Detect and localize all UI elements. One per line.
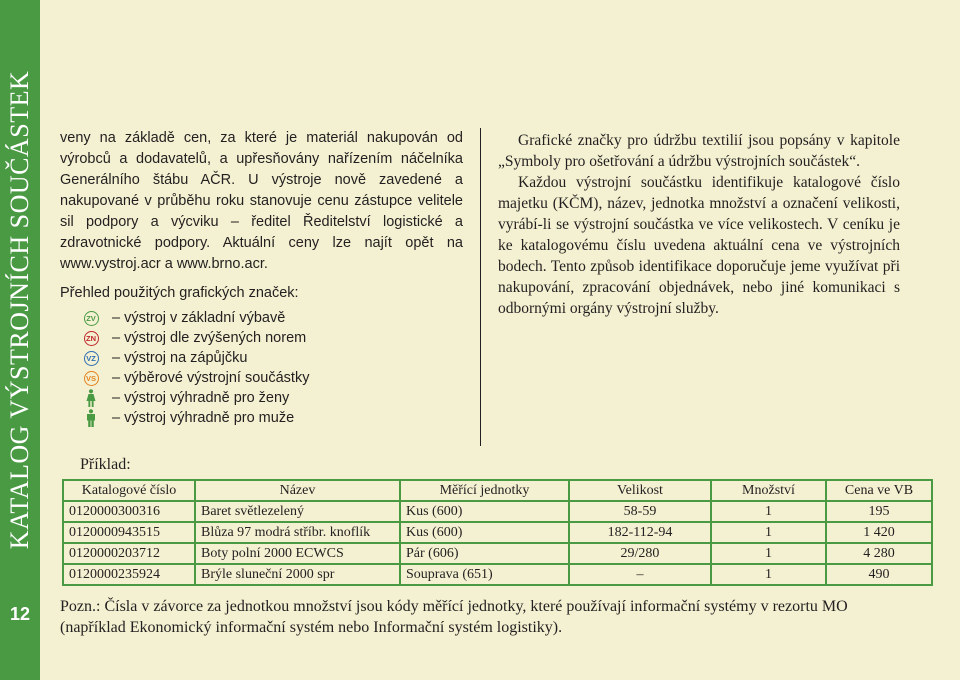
right-paragraph: Každou výstrojní součástku identifikuje katalogové číslo majetku (KČM), název, jednotka množství a označení velikosti, vyrábí-li se výstrojní součástka ve více velikostech. V ceníku je ke katalogovému číslu uvedena aktuální cena ve výstrojních bodech. Tento způsob identifikace doporučuje jeme využívat při nakupování, zpracování objednávek, nebo jiné komunikaci s odbornými orgány výstrojní služby. (498, 174, 900, 317)
table-cell: 0120000235924 (63, 564, 195, 585)
table-cell: 0120000300316 (63, 501, 195, 522)
table-cell: 58-59 (569, 501, 711, 522)
legend-item-zv (82, 308, 463, 328)
legend-item-vz (82, 348, 463, 368)
table-row (63, 522, 932, 543)
column-header: Velikost (569, 480, 711, 501)
zn-badge-icon (82, 329, 100, 347)
column-header: Katalogové číslo (63, 480, 195, 501)
table-cell: 0120000203712 (63, 543, 195, 564)
sidebar (0, 0, 40, 680)
legend-title: Přehled použitých grafických značek: (60, 285, 299, 301)
table-header-row (63, 480, 932, 501)
legend-item-men (82, 408, 463, 428)
legend-item-text: – výstroj v základní výbavě (112, 309, 286, 326)
table-cell: Souprava (651) (400, 564, 569, 585)
table-cell: 1 420 (826, 522, 932, 543)
vz-badge-icon (82, 349, 100, 367)
table-cell: Brýle sluneční 2000 spr (195, 564, 400, 585)
column-header: Množství (711, 480, 826, 501)
legend-item-text: – výstroj na zápůjčku (112, 349, 248, 366)
table-cell: 182-112-94 (569, 522, 711, 543)
page-number: 12 (9, 604, 31, 624)
table-row (63, 501, 932, 522)
legend-item-text: – výstroj výhradně pro ženy (112, 389, 290, 406)
table-cell: Kus (600) (400, 522, 569, 543)
vz-badge: VZ (84, 351, 99, 366)
table-cell: – (569, 564, 711, 585)
right-paragraph: Grafické značky pro údržbu textilií jsou popsány v kapitole „Symboly pro ošetřování a údržbu výstrojních součástek“. (498, 132, 900, 170)
table-cell: 29/280 (569, 543, 711, 564)
right-column (498, 130, 900, 319)
sidebar-title: KATALOG VÝSTROJNÍCH SOUČÁSTEK (5, 70, 34, 550)
zv-badge-icon (82, 309, 100, 327)
table-cell: Kus (600) (400, 501, 569, 522)
table-cell: 1 (711, 564, 826, 585)
table-cell: 195 (826, 501, 932, 522)
legend-list (60, 308, 463, 428)
example-label: Příklad: (80, 456, 131, 473)
table-cell: Blůza 97 modrá stříbr. knoflík (195, 522, 400, 543)
table-row (63, 564, 932, 585)
table-cell: 0120000943515 (63, 522, 195, 543)
table-cell: 1 (711, 543, 826, 564)
legend-item-zn (82, 328, 463, 348)
table-cell: 1 (711, 522, 826, 543)
example-table (62, 479, 933, 586)
column-divider (480, 128, 481, 446)
footnote: Pozn.: Čísla v závorce za jednotkou množství jsou kódy měřící jednotky, které používají informační systémy v rezortu MO (například Ekonomický informační systém nebo Informační systém logistiky). (60, 598, 848, 636)
man-figure-icon (82, 409, 100, 427)
intro-paragraph: veny na základě cen, za které je materiál nakupován od výrobců a dodavatelů, a upřesňovány nařízením náčelníka Generálního štábu AČR. U výstroje nově zavedené a nakupované v průběhu roku stanovuje cenu zástupce velitele sil podpory a výcviku – ředitel Ředitelství logistické a zdravotnické podpory. Aktuální ceny lze najít opět na www.vystroj.acr a www.brno.acr. (60, 130, 463, 272)
legend-item-text: – výběrové výstrojní součástky (112, 369, 310, 386)
column-header: Měřící jednotky (400, 480, 569, 501)
table-row (63, 543, 932, 564)
column-header: Cena ve VB (826, 480, 932, 501)
legend-item-women (82, 388, 463, 408)
column-header: Název (195, 480, 400, 501)
table-cell: 490 (826, 564, 932, 585)
vs-badge: VS (84, 371, 99, 386)
zv-badge: ZV (84, 311, 99, 326)
legend-item-vs (82, 368, 463, 388)
table-cell: 1 (711, 501, 826, 522)
legend-item-text: – výstroj výhradně pro muže (112, 409, 295, 426)
zn-badge: ZN (84, 331, 99, 346)
table-cell: 4 280 (826, 543, 932, 564)
table-cell: Baret světlezelený (195, 501, 400, 522)
vs-badge-icon (82, 369, 100, 387)
legend-item-text: – výstroj dle zvýšených norem (112, 329, 307, 346)
left-column (60, 128, 463, 428)
table-cell: Pár (606) (400, 543, 569, 564)
woman-figure-icon (82, 389, 100, 407)
table-cell: Boty polní 2000 ECWCS (195, 543, 400, 564)
